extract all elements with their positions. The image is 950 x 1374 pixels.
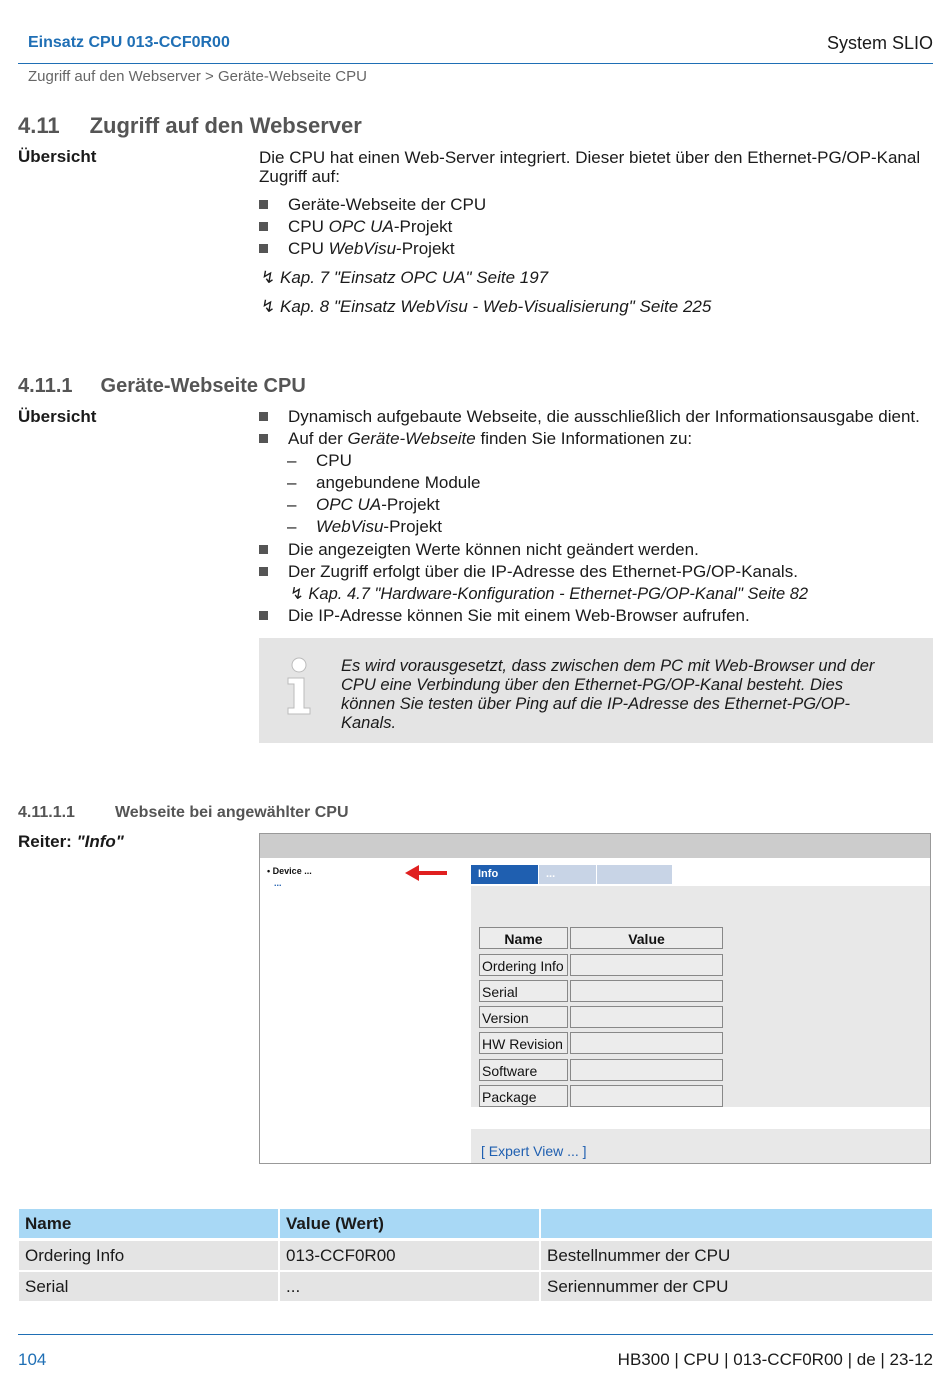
table-row-value [570, 1059, 723, 1081]
table-row-value [570, 1085, 723, 1107]
bullet-square-icon [259, 545, 268, 554]
sub-list-item: – CPU [287, 451, 352, 470]
webpage-screenshot [259, 833, 931, 1164]
sub-list-item: – OPC UA-Projekt [287, 495, 440, 514]
table-row-label: Version [479, 1006, 568, 1028]
dash-icon: – [287, 451, 297, 470]
list-item: Der Zugriff erfolgt über die IP-Adresse des Ethernet-PG/OP-Kanals. [259, 562, 798, 582]
list-item: Auf der Geräte-Webseite finden Sie Informationen zu: [259, 429, 692, 449]
section-heading-4-11-1 [18, 375, 306, 398]
table-cell: Bestellnummer der CPU [541, 1241, 932, 1270]
list-item: Dynamisch aufgebaute Webseite, die ausschließlich der Informationsausgabe dient. [259, 407, 920, 427]
bullet-square-icon [259, 434, 268, 443]
side-label-uebersicht: Übersicht [18, 407, 97, 426]
bullet-square-icon [259, 412, 268, 421]
breadcrumb: Zugriff auf den Webserver > Geräte-Webseite CPU [28, 68, 367, 85]
table-header-value: Value (Wert) [280, 1209, 539, 1238]
table-row-value [570, 1006, 723, 1028]
expert-view-link[interactable]: [ Expert View ... ] [481, 1143, 587, 1159]
table-row-value [570, 954, 723, 976]
header-product-name: System SLIO [826, 33, 933, 53]
tab-info[interactable]: Info [471, 865, 538, 884]
cross-reference-link[interactable]: ↯ Kap. 7 "Einsatz OPC UA" Seite 197 [261, 268, 549, 287]
dash-icon: – [287, 517, 297, 536]
sub-list-item: – WebVisu-Projekt [287, 517, 442, 536]
dash-icon: – [287, 473, 297, 492]
side-label-uebersicht: Übersicht [18, 147, 97, 166]
table-cell: ... [280, 1272, 539, 1301]
table-header-value: Value [570, 927, 723, 949]
note-text: Es wird vorausgesetzt, dass zwischen dem PC mit Web-Browser und der CPU eine Verbindung über den Ethernet-PG/OP-Kanal besteht. Dies können Sie testen über Ping auf die IP-Adresse des Ethernet-PG/OP-Kanals. [341, 657, 875, 732]
page-number: 104 [18, 1350, 47, 1369]
table-cell: Seriennummer der CPU [541, 1272, 932, 1301]
table-row-label: Software [479, 1059, 568, 1081]
cross-reference-link[interactable]: ↯ Kap. 4.7 "Hardware-Konfiguration - Ethernet-PG/OP-Kanal" Seite 82 [290, 585, 809, 603]
table-header-name: Name [19, 1209, 278, 1238]
info-icon [282, 656, 316, 716]
tab-more[interactable]: ... [539, 865, 596, 884]
table-cell: 013-CCF0R00 [280, 1241, 539, 1270]
bullet-square-icon [259, 567, 268, 576]
sub-list-item: – angebundene Module [287, 473, 481, 492]
table-row-label: Ordering Info [479, 954, 568, 976]
table-row-value [570, 1032, 723, 1054]
reiter-label: Reiter: "Info" [18, 832, 124, 851]
section-title: Webseite bei angewählter CPU [114, 804, 349, 821]
browser-top-bar [260, 834, 930, 858]
dash-icon: – [287, 495, 297, 514]
list-item: CPU WebVisu-Projekt [259, 239, 455, 259]
document-id: HB300 | CPU | 013-CCF0R00 | de | 23-12 [617, 1350, 933, 1369]
list-item: CPU OPC UA-Projekt [259, 217, 452, 237]
tab-empty[interactable] [597, 865, 672, 884]
bullet-square-icon [259, 244, 268, 253]
tree-bullet-icon: • [267, 866, 271, 876]
table-cell: Ordering Info [19, 1241, 278, 1270]
table-row-value [570, 980, 723, 1002]
cross-reference-link[interactable]: ↯ Kap. 8 "Einsatz WebVisu - Web-Visualisierung" Seite 225 [261, 297, 712, 316]
table-row-label: HW Revision [479, 1032, 568, 1054]
section-title: Geräte-Webseite CPU [100, 375, 306, 397]
table-row-label: Package [479, 1085, 568, 1107]
bullet-square-icon [259, 222, 268, 231]
intro-paragraph: Die CPU hat einen Web-Server integriert. Dieser bietet über den Ethernet-PG/OP-Kanal Zugriff auf: [259, 148, 921, 186]
section-number: 4.11.1 [18, 375, 73, 397]
bullet-square-icon [259, 611, 268, 620]
section-number: 4.11.1.1 [18, 804, 75, 821]
list-item: Die angezeigten Werte können nicht geändert werden. [259, 540, 699, 560]
section-heading-4-11 [18, 113, 362, 139]
table-header-name: Name [479, 927, 568, 949]
table-row-label: Serial [479, 980, 568, 1002]
bullet-square-icon [259, 200, 268, 209]
reference-arrow-icon: ↯ [290, 585, 304, 603]
table-cell: Serial [19, 1272, 278, 1301]
red-arrow-icon [403, 864, 447, 882]
reference-arrow-icon: ↯ [261, 268, 276, 287]
list-item: Die IP-Adresse können Sie mit einem Web-Browser aufrufen. [259, 606, 750, 626]
list-item: Geräte-Webseite der CPU [259, 195, 486, 215]
tree-item-device[interactable]: • Device ... [267, 866, 312, 876]
header-divider [18, 63, 933, 64]
panel-divider [471, 1107, 930, 1129]
reference-arrow-icon: ↯ [261, 297, 276, 316]
section-number: 4.11 [18, 113, 60, 138]
header-chapter-title: Einsatz CPU 013-CCF0R00 [28, 34, 230, 51]
tree-sub-item[interactable]: ... [274, 878, 282, 888]
section-heading-4-11-1-1 [18, 804, 349, 822]
section-title: Zugriff auf den Webserver [89, 113, 362, 138]
footer-divider [18, 1334, 933, 1335]
table-header-description [541, 1209, 932, 1238]
